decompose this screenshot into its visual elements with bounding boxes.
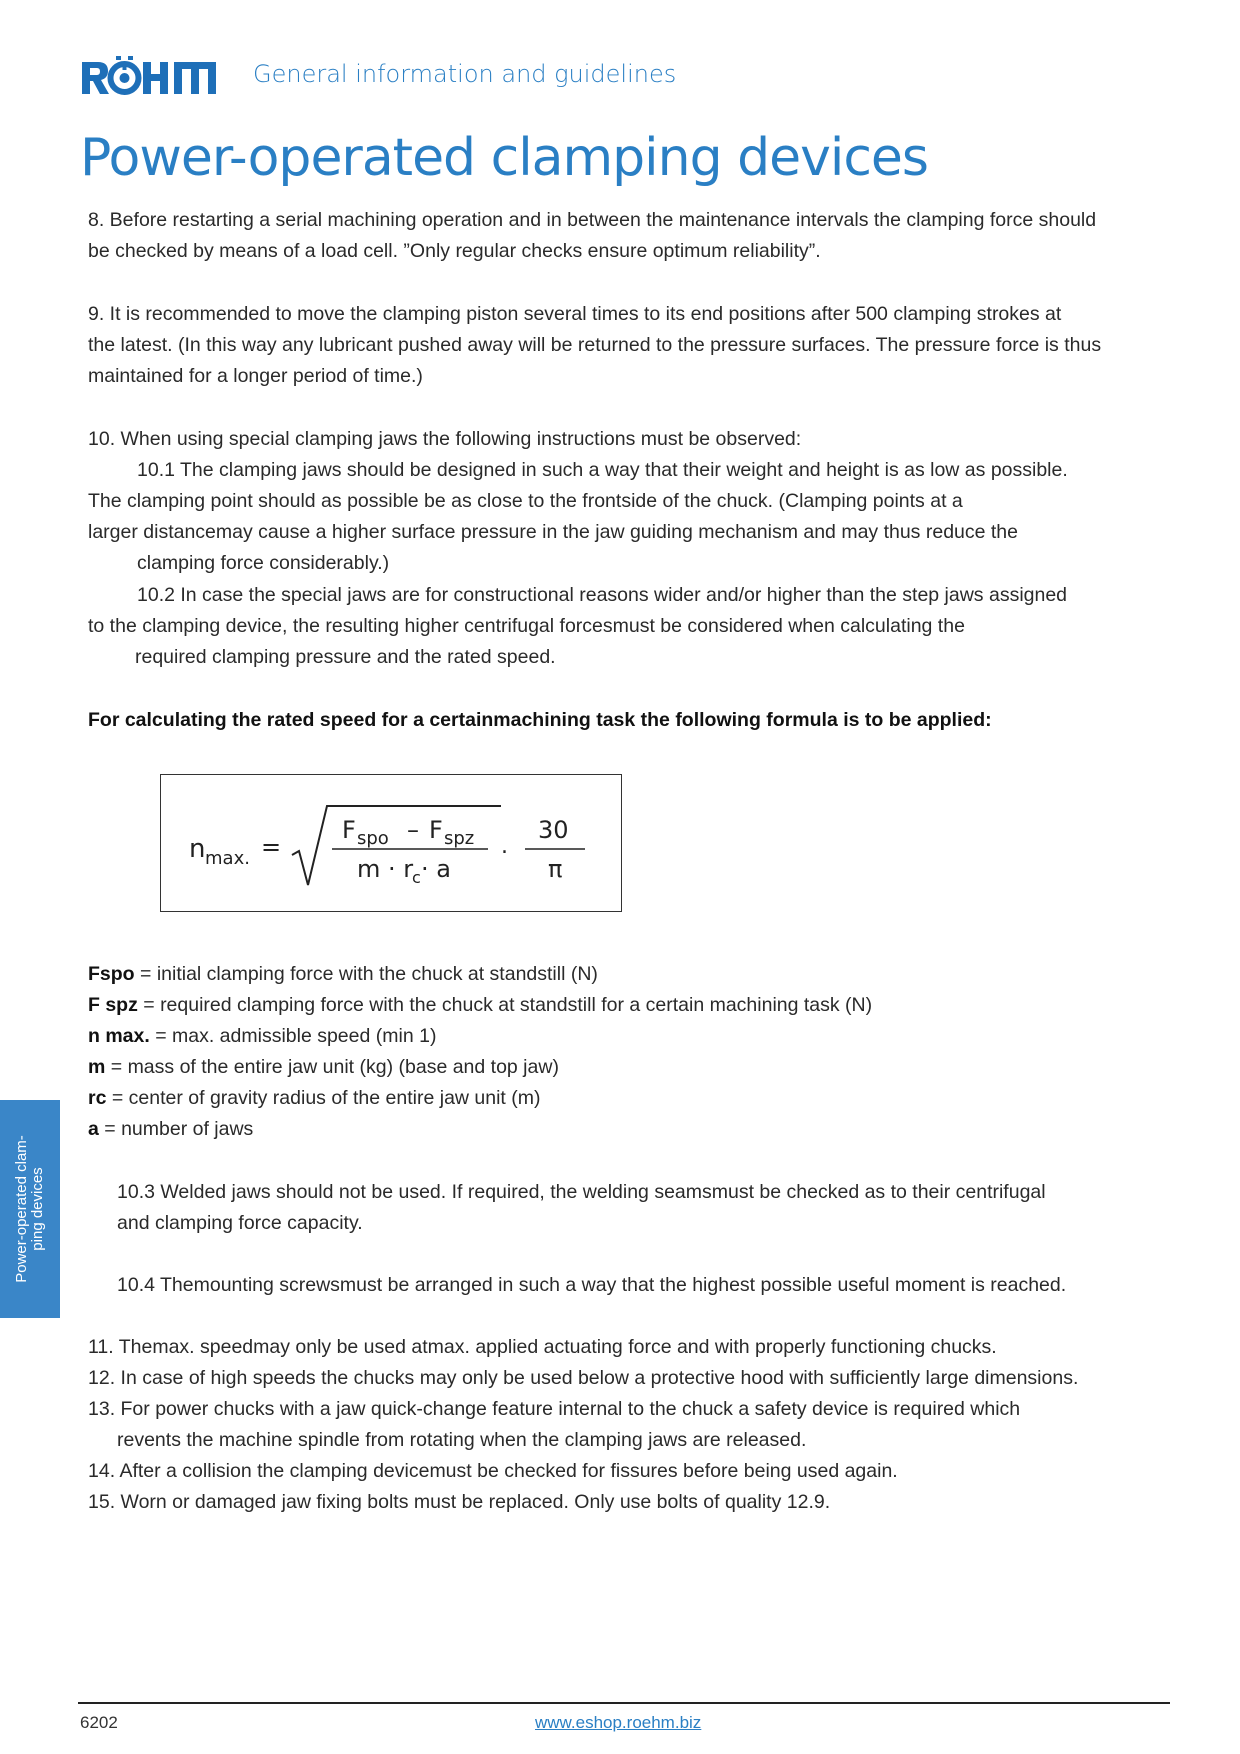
formula-dot: . xyxy=(501,834,508,859)
side-tab-label xyxy=(14,1104,46,1314)
paragraph-8-line2: be checked by means of a load cell. ”Only regular checks ensure optimum reliability”. xyxy=(88,240,821,262)
definition-term: m xyxy=(88,1056,106,1078)
formula-box xyxy=(160,774,622,912)
paragraph-10-1-line1: 10.1 The clamping jaws should be designed in such a way that their weight and height is as low as possible. xyxy=(137,459,1068,481)
definition-rc xyxy=(88,1083,541,1114)
paragraph-8-line1: 8. Before restarting a serial machining operation and in between the maintenance intervals the clamping force should xyxy=(88,209,1097,231)
roehm-logo xyxy=(80,56,220,96)
definition-text: = initial clamping force with the chuck at standstill (N) xyxy=(134,963,598,985)
paragraph-9-line1: 9. It is recommended to move the clamping piston several times to its end positions after 500 clamping strokes at xyxy=(88,303,1062,325)
footer-url-link[interactable]: www.eshop.roehm.biz xyxy=(535,1713,702,1732)
definition-text: = max. admissible speed (min 1) xyxy=(149,1025,437,1047)
formula-f2-sub: spz xyxy=(444,828,475,849)
paragraph-10-2-line3: required clamping pressure and the rated speed. xyxy=(135,646,556,668)
definition-text: = number of jaws xyxy=(98,1118,254,1140)
definition-fspz xyxy=(88,990,872,1021)
footer-divider xyxy=(78,1702,1170,1704)
paragraph-10-2-line1: 10.2 In case the special jaws are for constructional reasons wider and/or higher than the step jaws assigned xyxy=(137,584,1068,606)
side-tab-line1: Power-operated clam- xyxy=(13,1135,30,1283)
definition-fspo xyxy=(88,959,598,990)
paragraph-10-1-line4: clamping force considerably.) xyxy=(137,552,390,574)
paragraph-9-line2: the latest. (In this way any lubricant pushed away will be returned to the pressure surfaces. The pressure force is thus xyxy=(88,334,1102,356)
definition-text: = center of gravity radius of the entire jaw unit (m) xyxy=(106,1087,541,1109)
paragraph-10: 10. When using special clamping jaws the following instructions must be observed: xyxy=(88,428,802,450)
paragraph-10-4: 10.4 Themounting screwsmust be arranged in such a way that the highest possible useful moment is reached. xyxy=(117,1274,1067,1296)
paragraph-10-3-line1: 10.3 Welded jaws should not be used. If required, the welding seamsmust be checked as to their centrifugal xyxy=(117,1181,1046,1203)
formula-minus: – xyxy=(407,816,419,844)
definition-term: Fspo xyxy=(88,963,135,985)
header-subtitle: General information and guidelines xyxy=(253,60,677,88)
definition-nmax xyxy=(88,1021,436,1052)
formula-thirty: 30 xyxy=(538,816,569,844)
formula-n: n xyxy=(189,834,206,864)
paragraph-14: 14. After a collision the clamping devicemust be checked for fissures before being used again. xyxy=(88,1460,898,1482)
paragraph-10-2-line2: to the clamping device, the resulting higher centrifugal forcesmust be considered when calculating the xyxy=(88,615,965,637)
paragraph-10-3-line2: and clamping force capacity. xyxy=(117,1212,363,1234)
page-title: Power-operated clamping devices xyxy=(80,128,928,188)
formula-n-sub: max. xyxy=(205,848,250,869)
definition-term: rc xyxy=(88,1087,107,1109)
formula-f2: F xyxy=(429,816,443,844)
paragraph-11: 11. Themax. speedmay only be used atmax. applied actuating force and with properly functioning chucks. xyxy=(88,1336,997,1358)
formula-f1-sub: spo xyxy=(357,828,389,849)
side-tab-line2: ping devices xyxy=(29,1167,46,1251)
paragraph-13-line1: 13. For power chucks with a jaw quick-change feature internal to the chuck a safety device is required which xyxy=(88,1398,1021,1420)
definition-m xyxy=(88,1052,559,1083)
formula-intro: For calculating the rated speed for a certainmachining task the following formula is to be applied: xyxy=(88,709,992,731)
formula xyxy=(161,775,623,913)
formula-denominator-r-sub: c xyxy=(412,868,421,887)
paragraph-10-1-line3: larger distancemay cause a higher surface pressure in the jaw guiding mechanism and may thus reduce the xyxy=(88,521,1019,543)
paragraph-15: 15. Worn or damaged jaw fixing bolts must be replaced. Only use bolts of quality 12.9. xyxy=(88,1491,831,1513)
definition-term: a xyxy=(88,1118,99,1140)
paragraph-13-line2: revents the machine spindle from rotating when the clamping jaws are released. xyxy=(117,1429,807,1451)
definition-term: n max. xyxy=(88,1025,150,1047)
paragraph-9-line3: maintained for a longer period of time.) xyxy=(88,365,423,387)
formula-denominator-m: m · r xyxy=(357,855,414,883)
formula-denominator-a: · a xyxy=(421,855,451,883)
paragraph-12: 12. In case of high speeds the chucks may only be used below a protective hood with sufficiently large dimensions. xyxy=(88,1367,1079,1389)
page-number: 6202 xyxy=(80,1713,118,1732)
definition-a xyxy=(88,1114,253,1145)
formula-f1: F xyxy=(342,816,356,844)
paragraph-10-1-line2: The clamping point should as possible be as close to the frontside of the chuck. (Clamping points at a xyxy=(88,490,963,512)
definition-term: F spz xyxy=(88,994,138,1016)
formula-equals: = xyxy=(261,833,282,861)
definition-text: = required clamping force with the chuck at standstill for a certain machining task (N) xyxy=(137,994,873,1016)
definition-text: = mass of the entire jaw unit (kg) (base and top jaw) xyxy=(105,1056,559,1078)
side-section-tab[interactable] xyxy=(0,1100,60,1318)
formula-pi: π xyxy=(548,855,563,883)
